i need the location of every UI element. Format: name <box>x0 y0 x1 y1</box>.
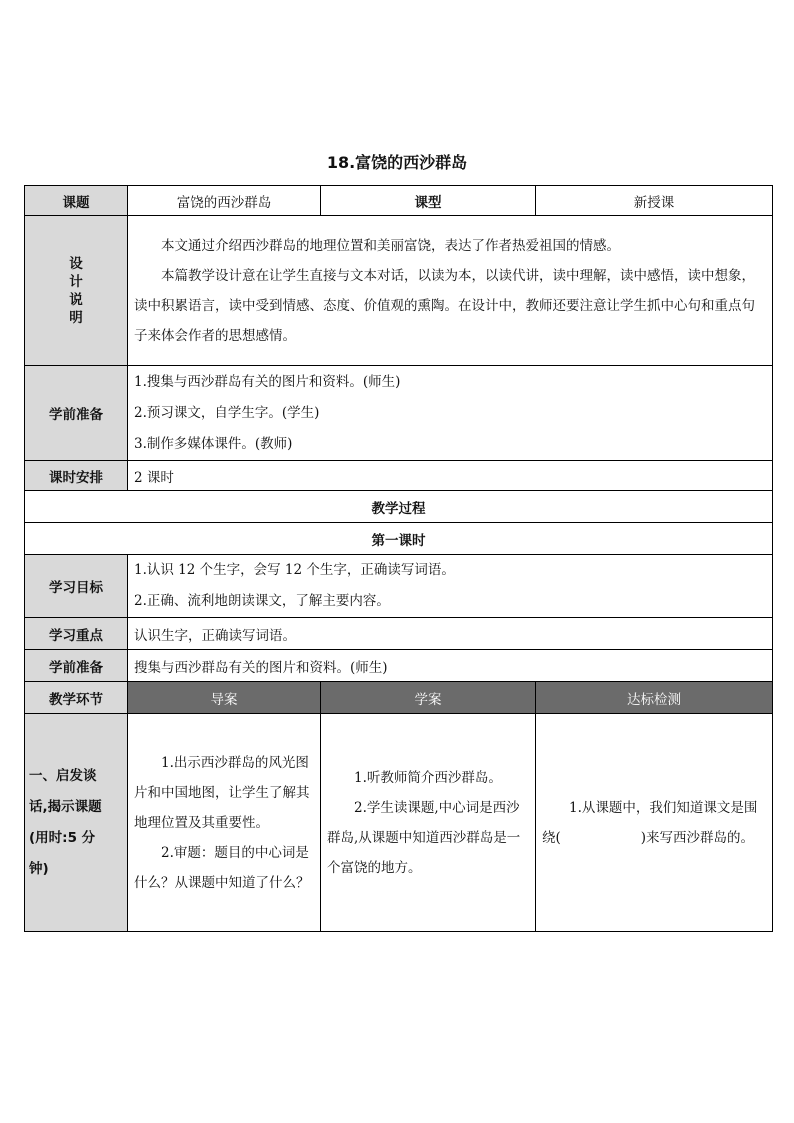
focus-row <box>25 618 773 650</box>
process-title: 教学过程 <box>25 491 773 523</box>
study-paragraph: 1.听教师简介西沙群岛。 <box>354 769 502 786</box>
design-label: 设 计 说 明 <box>25 216 128 366</box>
list-item: 3.制作多媒体课件。(教师) <box>134 435 293 452</box>
page-title: 18.富饶的西沙群岛 <box>326 153 468 172</box>
focus-label: 学习重点 <box>25 618 128 650</box>
type-label: 课型 <box>321 186 536 216</box>
stage-column-header: 教学环节 <box>25 682 128 714</box>
stage1-study <box>321 714 536 932</box>
guide-paragraph: 2.审题：题目的中心词是什么？从课题中知道了什么？ <box>134 844 310 891</box>
design-paragraph: 本文通过介绍西沙群岛的地理位置和美丽富饶，表达了作者热爱祖国的情感。 <box>161 237 620 254</box>
design-description <box>128 216 773 366</box>
topic-label: 课题 <box>25 186 128 216</box>
list-item: 2.正确、流利地朗读课文，了解主要内容。 <box>134 593 390 609</box>
lesson-title: 第一课时 <box>25 523 773 555</box>
schedule-label: 课时安排 <box>25 461 128 491</box>
preparation2-value: 搜集与西沙群岛有关的图片和资料。(师生) <box>128 650 773 682</box>
study-column-header: 学案 <box>321 682 536 714</box>
schedule-row <box>25 461 773 491</box>
guide-paragraph: 1.出示西沙群岛的风光图片和中国地图，让学生了解其地理位置及其重要性。 <box>134 754 310 831</box>
preparation-list <box>128 366 773 461</box>
study-paragraph: 2.学生读课题,中心词是西沙群岛,从课题中知道西沙群岛是一个富饶的地方。 <box>327 799 521 876</box>
header-row <box>25 186 773 216</box>
process-title-row <box>25 491 773 523</box>
objectives-row <box>25 555 773 618</box>
stage1-guide <box>128 714 321 932</box>
objectives-label: 学习目标 <box>25 555 128 618</box>
check-column-header: 达标检测 <box>536 682 773 714</box>
lesson-title-row <box>25 523 773 555</box>
list-item: 1.认识 12 个生字，会写 12 个生字，正确读写词语。 <box>134 562 455 578</box>
objectives-list <box>128 555 773 618</box>
focus-value: 认识生字，正确读写词语。 <box>128 618 773 650</box>
list-item: 2.预习课文，自学生字。(学生) <box>134 404 320 421</box>
check-question: 1.从课题中，我们知道课文是围绕( )来写西沙群岛的。 <box>542 799 758 846</box>
design-paragraph: 本篇教学设计意在让学生直接与文本对话，以读为本，以读代讲，读中理解，读中感悟，读中想象，读中积累语言，读中受到情感、态度、价值观的熏陶。在设计中，教师还要注意让学生抓中心句和重点句子来体会作者的思想感情。 <box>134 267 755 344</box>
lesson-plan-table <box>24 185 773 932</box>
preparation-row <box>25 366 773 461</box>
schedule-value: 2 课时 <box>128 461 773 491</box>
list-item: 1.搜集与西沙群岛有关的图片和资料。(师生) <box>134 373 401 390</box>
guide-column-header: 导案 <box>128 682 321 714</box>
stage1-label: 一、启发谈 话,揭示课题 (用时:5 分 钟) <box>25 714 128 932</box>
preparation-label: 学前准备 <box>25 366 128 461</box>
preparation2-row <box>25 650 773 682</box>
preparation2-label: 学前准备 <box>25 650 128 682</box>
stage1-row <box>25 714 773 932</box>
topic-value: 富饶的西沙群岛 <box>128 186 321 216</box>
design-row <box>25 216 773 366</box>
type-value: 新授课 <box>536 186 773 216</box>
columns-header-row <box>25 682 773 714</box>
stage1-check <box>536 714 773 932</box>
